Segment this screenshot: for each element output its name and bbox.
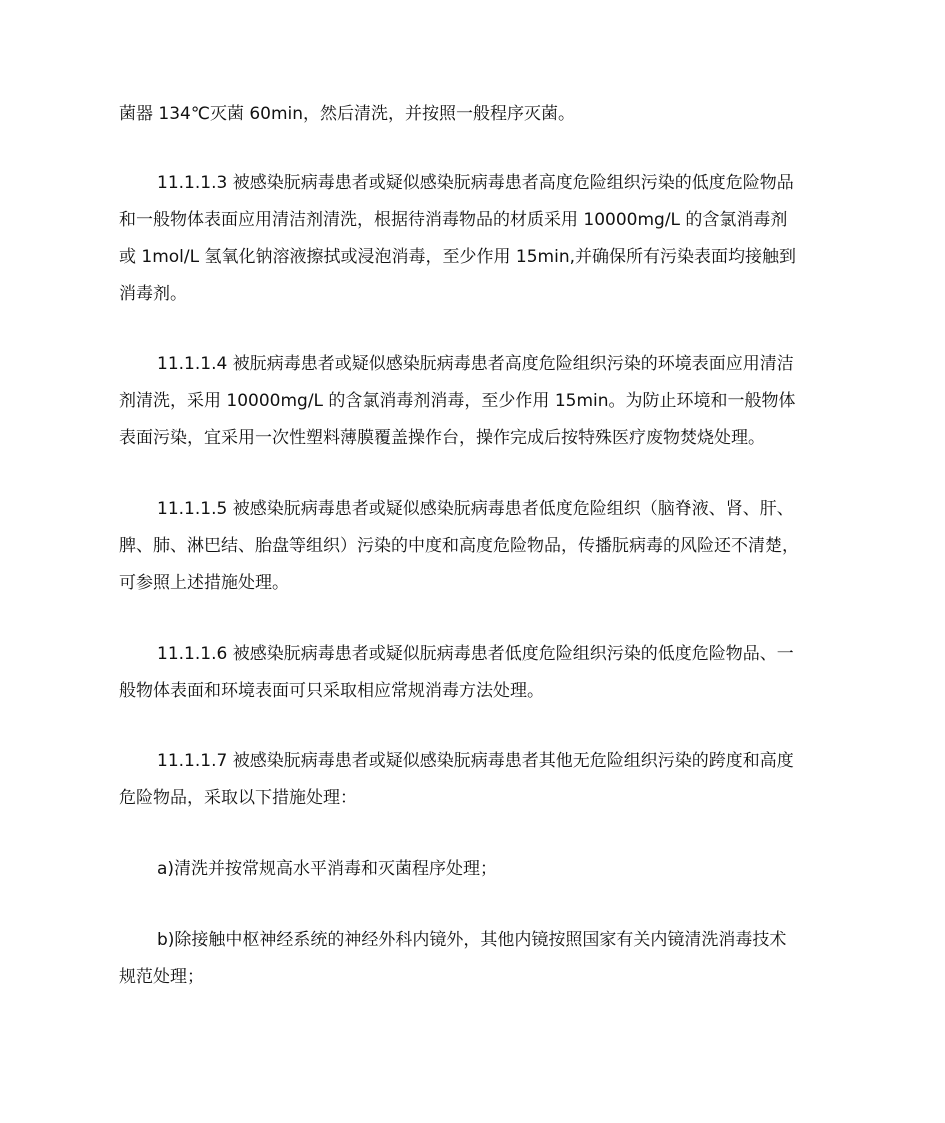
list-item-a <box>119 851 831 888</box>
paragraph-continuation <box>119 96 831 133</box>
text-line: 剂清洗，采用 10000mg/L 的含氯消毒剂消毒，至少作用 15min。为防止环境和一般物体 <box>119 391 796 411</box>
text-line: 表面污染，宜采用一次性塑料薄膜覆盖操作台，操作完成后按特殊医疗废物焚烧处理。 <box>119 428 765 448</box>
paragraph-11-1-1-7 <box>119 743 831 817</box>
paragraph-11-1-1-3 <box>119 165 831 313</box>
text-line: 11.1.1.7 被感染朊病毒患者或疑似感染朊病毒患者其他无危险组织污染的跨度和高度 <box>157 751 794 771</box>
text-line: 般物体表面和环境表面可只采取相应常规消毒方法处理。 <box>119 681 544 701</box>
text-line: 和一般物体表面应用清洁剂清洗，根据待消毒物品的材质采用 10000mg/L 的含氯消毒剂 <box>119 210 788 230</box>
paragraph-11-1-1-5 <box>119 491 831 602</box>
text-line: a)清洗并按常规高水平消毒和灭菌程序处理； <box>157 859 498 879</box>
text-line: 11.1.1.5 被感染朊病毒患者或疑似感染朊病毒患者低度危险组织（脑脊液、肾、肝、 <box>157 499 794 519</box>
text-line: 或 1mol/L 氢氧化钠溶液擦拭或浸泡消毒，至少作用 15min,并确保所有污染表面均接触到 <box>119 247 797 267</box>
text-line: 11.1.1.4 被朊病毒患者或疑似感染朊病毒患者高度危险组织污染的环境表面应用清洁 <box>157 354 794 374</box>
paragraph-11-1-1-4 <box>119 346 831 457</box>
text-line: 可参照上述措施处理。 <box>119 573 289 593</box>
text-line: 菌器 134℃灭菌 60min，然后清洗，并按照一般程序灭菌。 <box>119 104 576 124</box>
text-line: b)除接触中枢神经系统的神经外科内镜外，其他内镜按照国家有关内镜清洗消毒技术 <box>157 930 787 950</box>
text-line: 11.1.1.6 被感染朊病毒患者或疑似朊病毒患者低度危险组织污染的低度危险物品、一 <box>157 644 794 664</box>
text-line: 11.1.1.3 被感染朊病毒患者或疑似感染朊病毒患者高度危险组织污染的低度危险物品 <box>157 173 794 193</box>
text-line: 脾、肺、淋巴结、胎盘等组织）污染的中度和高度危险物品，传播朊病毒的风险还不清楚， <box>119 536 799 556</box>
text-line: 规范处理； <box>119 967 204 987</box>
text-line: 消毒剂。 <box>119 284 187 304</box>
list-item-b <box>119 922 831 996</box>
paragraph-11-1-1-6 <box>119 636 831 710</box>
text-line: 危险物品，采取以下措施处理： <box>119 788 357 808</box>
